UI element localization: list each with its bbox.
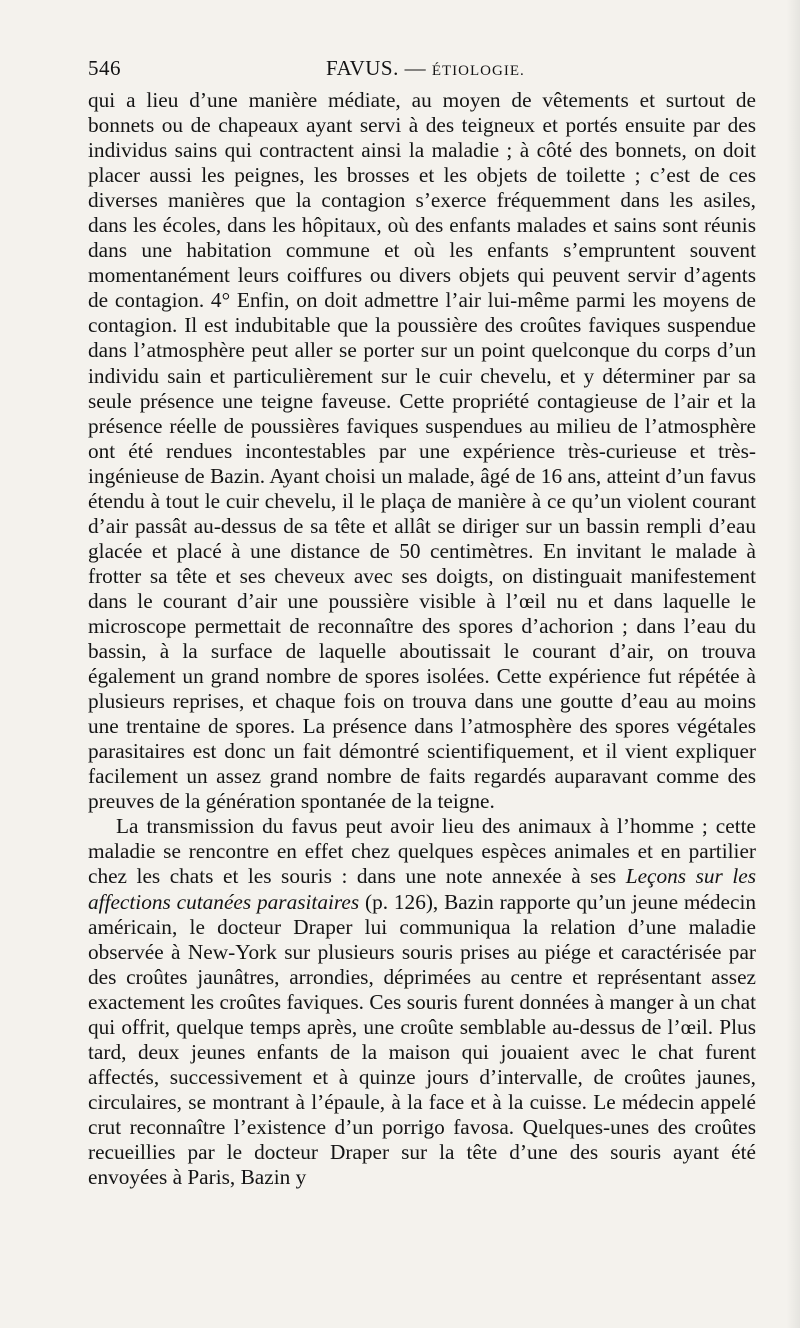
body-text (88, 88, 756, 1190)
paragraph-2-text-b: (p. 126), Bazin rapporte qu’un jeune médecin américain, le docteur Draper lui communiqua la relation d’une maladie observée à New-York sur plusieurs souris prises au piége et caractérisée par des croûtes jaunâtres, arrondies, déprimées au centre et représentant assez exactement les croûtes faviques. Ces souris furent données à manger à un chat qui offrit, quelque temps après, une croûte semblable au-dessus de l’œil. Plus tard, deux jeunes enfants de la maison qui jouaient avec le chat furent affectés, successivement et à quinze jours d’intervalle, de croûtes jaunes, circulaires, se montrant à l’épaule, à la face et à la cuisse. Le médecin appelé crut reconnaître l’existence d’un porrigo favosa. Quelques-unes des croûtes recueillies par le docteur Draper sur la tête d’une des souris ayant été envoyées à Paris, Bazin y (88, 889, 757, 1190)
paragraph-2-text-a: La transmission du favus peut avoir lieu des animaux à l’homme ; cette maladie se rencontre en effet chez quelques espèces animales et en partilier chez les chats et les souris : dans une note annexée à ses (88, 814, 756, 889)
page-edge-shadow (786, 0, 800, 1328)
paragraph-2 (88, 814, 756, 1190)
header-separator: — (404, 56, 427, 80)
page-number: 546 (88, 56, 121, 80)
header-subtitle: ÉTIOLOGIE. (431, 63, 525, 79)
paragraph-1-text-a: qui a lieu d’une manière médiate, au moyen de vêtements et surtout de bonnets ou de chapeaux ayant servi à des teigneux et portés ensuite par des individus sains qui contractent ainsi la maladie ; à côté des bonnets, on doit placer aussi les peignes, les brosses et les objets de toilette ; c’est de ces diverses manières que la contagion s’exerce fréquemment dans les asiles, dans les écoles, dans les hôpitaux, où des enfants malades et sains sont réunis dans une habitation commune et où les enfants s’empruntent souvent momentanément leurs coiffures ou divers objets qui peuvent servir d’agents de contagion. (88, 88, 756, 313)
paragraph-1-text-b: Enfin, on doit admettre l’air lui-même parmi les moyens de contagion. Il est indubitable que la poussière des croûtes faviques suspendue dans l’atmosphère peut aller se porter sur un point quelconque du corps d’un individu sain et particulièrement sur le cuir chevelu, et y déterminer par sa seule présence une teigne faveuse. Cette propriété contagieuse de l’air et la présence réelle de poussières faviques suspendues au milieu de l’atmosphère ont été rendues incontestables par une expérience très-curieuse et très-ingénieuse de Bazin. Ayant choisi un malade, âgé de 16 ans, atteint d’un favus étendu à tout le cuir chevelu, il le plaça de manière à ce qu’un violent courant d’air passât au-dessus de sa tête et allât se diriger sur un bassin rempli d’eau glacée et placé à une distance de 50 centimètres. En invitant le malade à frotter sa tête et ses cheveux avec ses doigts, on distinguait manifestement dans le courant d’air une poussière visible à l’œil nu et dans laquelle le microscope permettait de reconnaître des spores d’achorion ; dans l’eau du bassin, à la surface de laquelle aboutissait le courant d’air, on trouva également un grand nombre de spores isolées. Cette expérience fut répétée à plusieurs reprises, et chaque fois on trouva dans une goutte d’eau au moins une trentaine de spores. La présence dans l’atmosphère des spores végétales parasitaires est donc un fait démontré scientifiquement, et il vient expliquer facilement un assez grand nombre de faits regardés auparavant comme des preuves de la génération spontanée de la teigne. (88, 288, 756, 814)
running-title (326, 56, 525, 81)
book-title-italic: Leçons sur les affections cutanées parasitaires (88, 864, 756, 914)
paragraph-1 (88, 88, 756, 814)
header-title: FAVUS. (326, 56, 399, 80)
paragraph-1-enum: 4° (210, 288, 231, 313)
page-header (88, 56, 756, 86)
